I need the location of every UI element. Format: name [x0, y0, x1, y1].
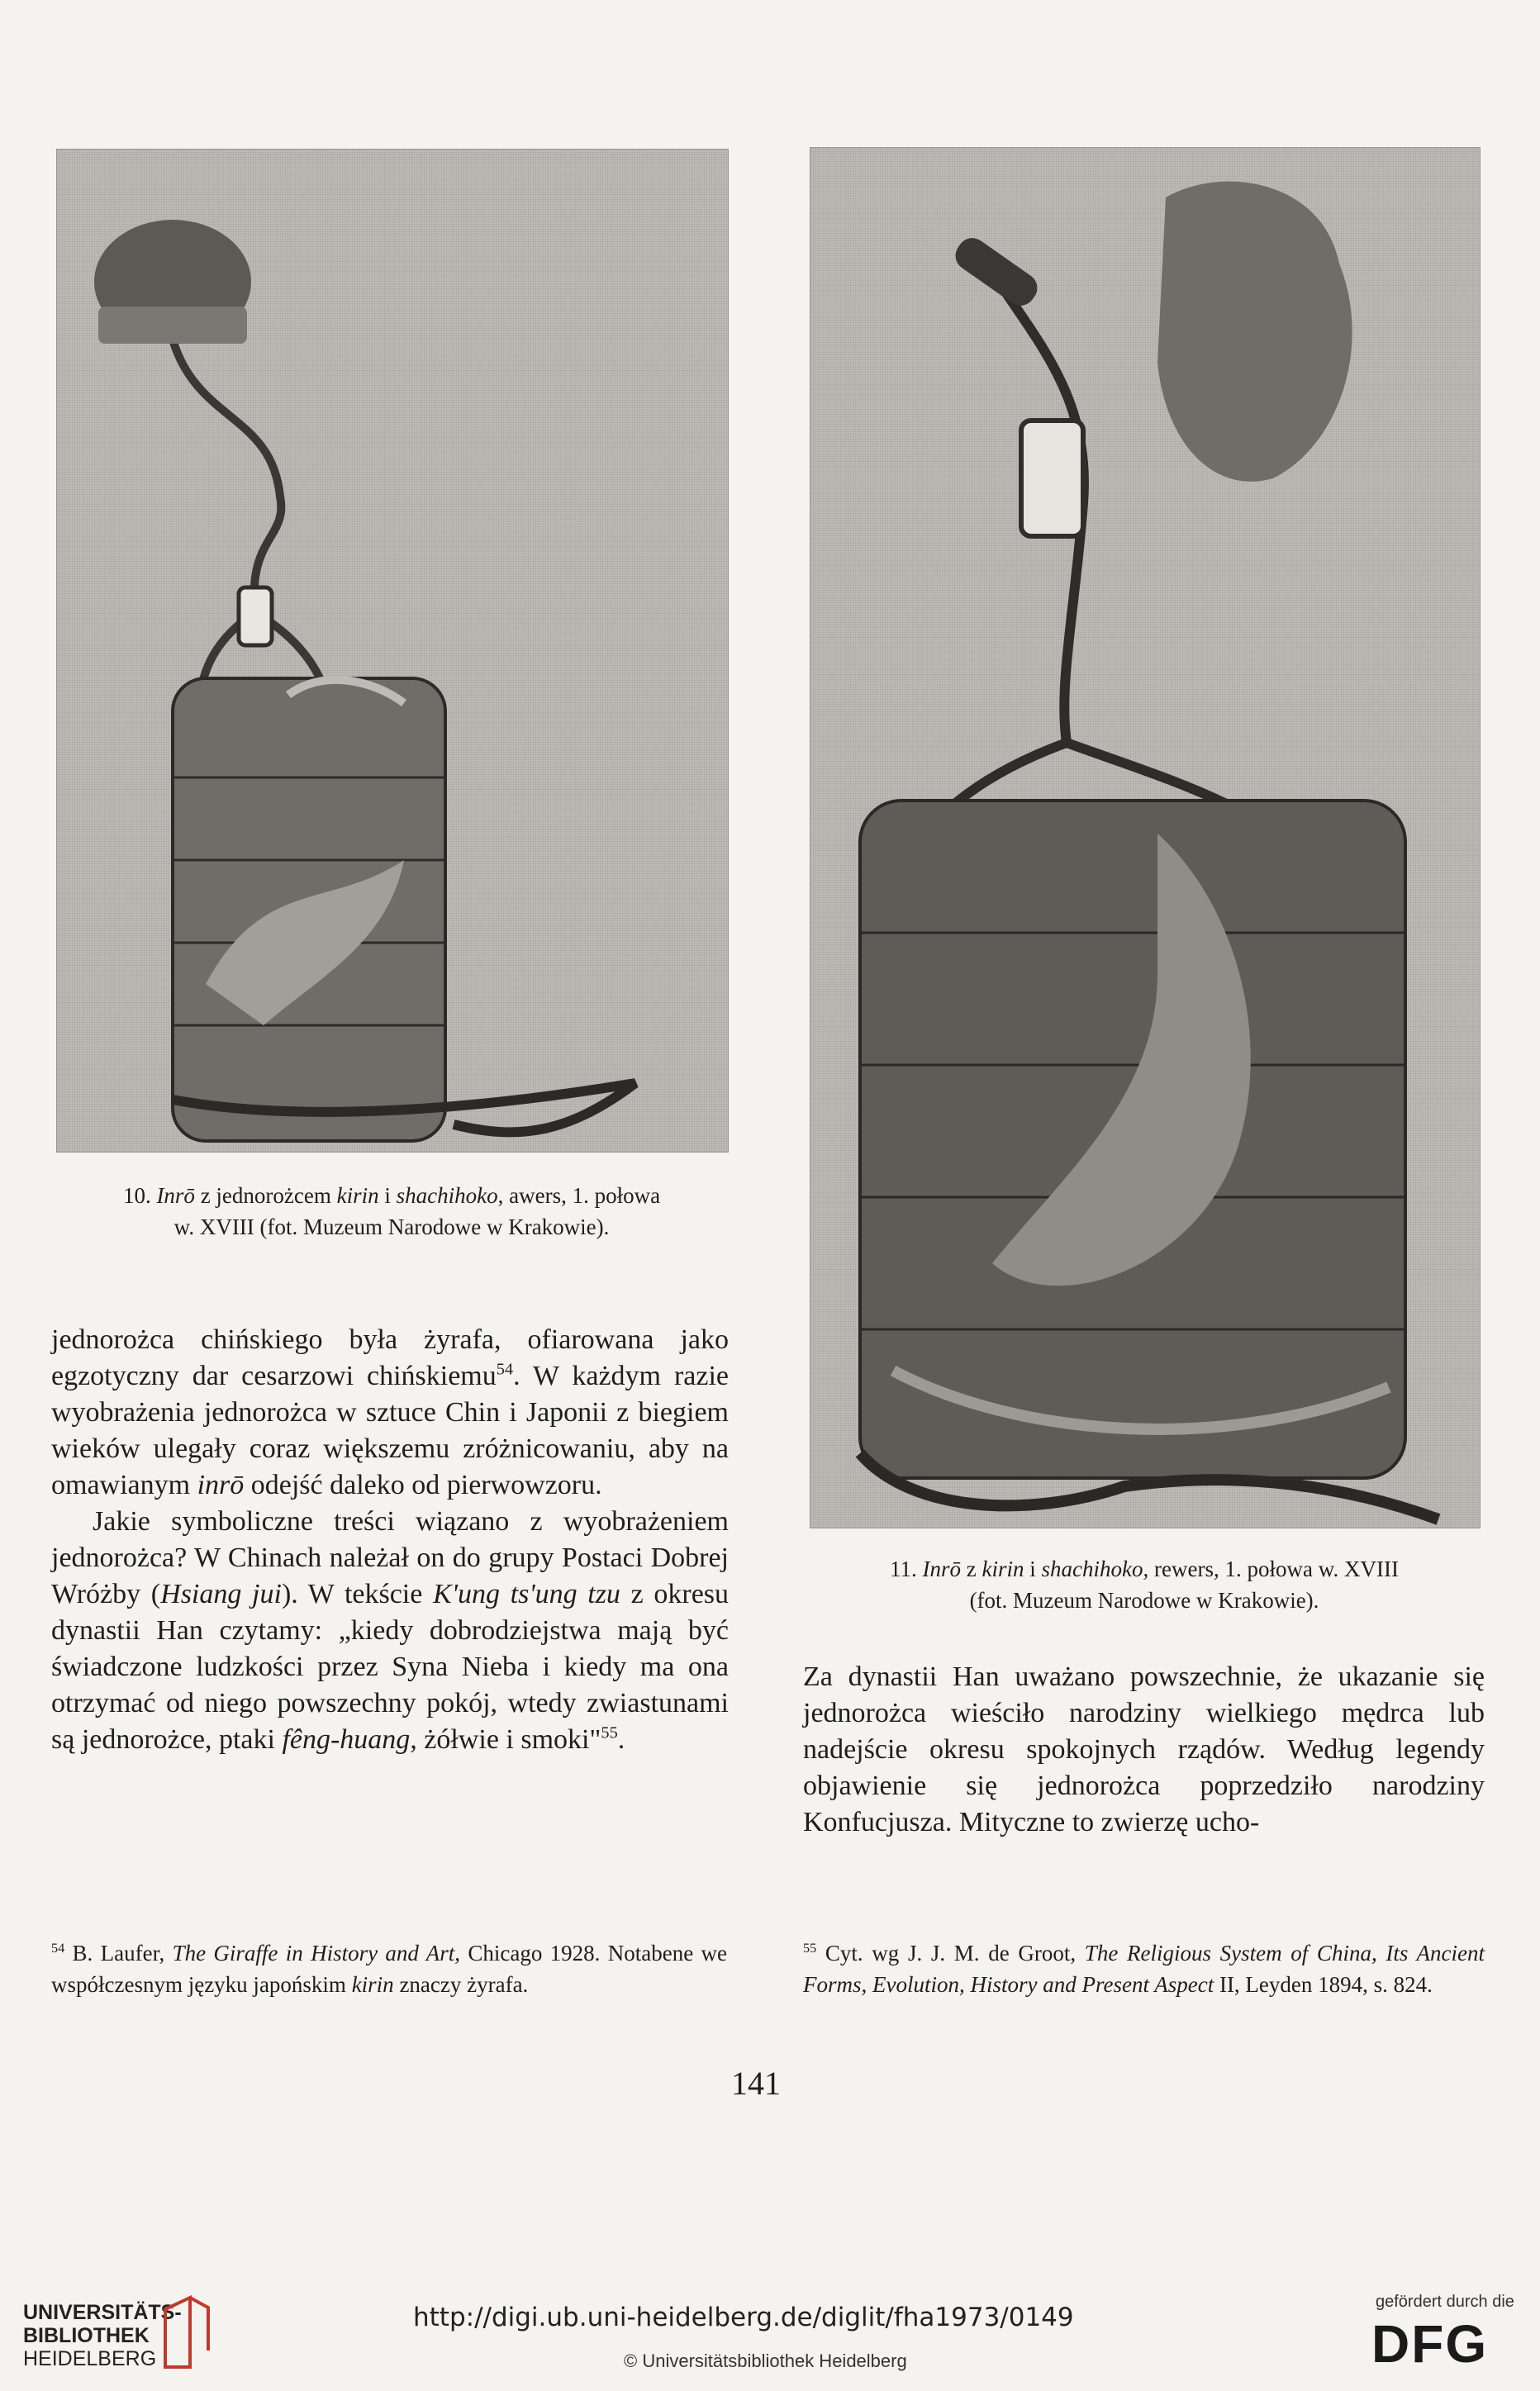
- footnote-ref-55: 55: [601, 1723, 618, 1742]
- inro-reverse-illustration: [810, 148, 1480, 1528]
- paragraph-1: jednorożca chińskiego była żyrafa, ofiarowana jako egzotyczny dar cesarzowi chińskiemu$^{54}$. W każdym razie wyobrażenia jednorożca w sztuce Chin i Japonii z biegiem wieków ulegały coraz większemu zróżnicowaniu, aby na omawianym inrō odejść daleko od pierwowzoru.: [51, 1324, 729, 1500]
- footnote-54: $^{54}$ B. Laufer, The Giraffe in History and Art, Chicago 1928. Notabene we współczesnym języku japońskim kirin znaczy żyrafa.: [51, 1941, 728, 1997]
- right-column-text: [803, 1659, 1485, 1841]
- paragraph-3: Za dynastii Han uważano powszechnie, że ukazanie się jednorożca wieściło narodziny wielkiego mędrca lub nadejście okresu spokojnych rządów. Według legendy objawienie się jednorożca poprzedziło narodziny Konfucjusza. Mityczne to zwierzę ucho-: [803, 1661, 1485, 1837]
- left-column-text: [51, 1322, 729, 1758]
- caption-number: 11.: [890, 1557, 917, 1581]
- footnote-ref-54: 54: [496, 1360, 514, 1379]
- caption-title: Inrō: [156, 1183, 195, 1208]
- figure-11-caption: [797, 1553, 1491, 1616]
- footnote-55: $^{55}$ Cyt. wg J. J. M. de Groot, The Religious System of China, Its Ancient Forms, Evolution, History and Present Aspect II, Leyden 1894, s. 824.: [803, 1941, 1485, 1997]
- caption-term: shachihoko,: [1041, 1557, 1149, 1581]
- inro-obverse-illustration: [57, 150, 728, 1152]
- figure-11-photo: [810, 147, 1481, 1528]
- permalink-url[interactable]: http://digi.ub.uni-heidelberg.de/diglit/fha1973/0149: [413, 2303, 1074, 2332]
- caption-term: kirin: [982, 1557, 1024, 1581]
- footer-bar: [0, 2280, 1540, 2391]
- caption-line2: w. XVIII (fot. Muzeum Narodowe w Krakowie).: [173, 1215, 610, 1239]
- caption-text: i: [1029, 1557, 1036, 1581]
- figure-10-caption: [56, 1180, 727, 1243]
- university-library-logo[interactable]: UNIVERSITÄTS- BIBLIOTHEK HEIDELBERG: [23, 2301, 182, 2370]
- university-library-mark-icon: [157, 2293, 215, 2372]
- figure-10-photo: [56, 149, 729, 1153]
- caption-number: 10.: [122, 1183, 151, 1208]
- copyright-notice: © Universitätsbibliothek Heidelberg: [624, 2351, 907, 2371]
- caption-text: i: [384, 1183, 391, 1208]
- caption-text: z jednorożcem: [200, 1183, 331, 1208]
- caption-text: awers, 1. połowa: [509, 1183, 661, 1208]
- caption-text: z: [966, 1557, 977, 1581]
- caption-term: kirin: [336, 1183, 379, 1208]
- page-number: 141: [731, 2065, 781, 2102]
- paragraph-2: Jakie symboliczne treści wiązano z wyobrażeniem jednorożca? W Chinach należał on do grupy Postaci Dobrej Wróżby (Hsiang jui). W tekście K'ung ts'ung tzu z okresu dynastii Han czytamy: „kiedy dobrodziejstwa mają być świadczone ludzkości przez Syna Nieba i kiedy ma ona otrzymać od niego powszechny pokój, wtedy zwiastunami są jednorożce, ptaki fêng-huang, żółwie i smoki"$^{55}$.: [51, 1506, 730, 1755]
- caption-line2: (fot. Muzeum Narodowe w Krakowie).: [969, 1588, 1319, 1613]
- dfg-logo[interactable]: DFG: [1371, 2314, 1489, 2374]
- caption-title: Inrō: [922, 1557, 962, 1581]
- caption-term: shachihoko,: [396, 1183, 504, 1208]
- funded-by-label: gefördert durch die: [1376, 2293, 1514, 2311]
- caption-text: rewers, 1. połowa w. XVIII: [1154, 1557, 1399, 1581]
